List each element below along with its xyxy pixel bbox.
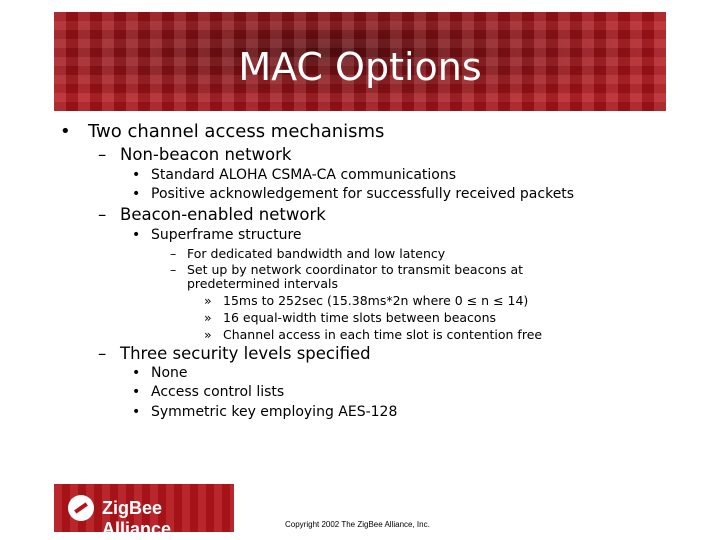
logo-text: ZigBee Alliance: [102, 498, 172, 539]
bullet-marker: »: [204, 327, 212, 342]
bullet-item: [132, 167, 456, 183]
bullet-text: Standard ALOHA CSMA-CA communications: [151, 167, 457, 183]
bullet-item: [60, 121, 384, 142]
bullet-item: [132, 384, 284, 400]
bullet-item: [98, 145, 291, 164]
bullet-item: [98, 205, 326, 224]
bullet-text: predetermined intervals: [187, 276, 338, 291]
bullet-marker: –: [170, 246, 177, 261]
bullet-marker: –: [98, 344, 107, 363]
bullet-text: 15ms to 252sec (15.38ms*2n where 0 ≤ n ≤ 14): [223, 293, 529, 308]
bullet-item: [132, 365, 188, 381]
bullet-marker: –: [98, 145, 107, 164]
bullet-text: Access control lists: [151, 384, 285, 400]
bullet-item: [132, 404, 397, 420]
zigbee-logo-icon: [68, 495, 94, 521]
bullet-marker: •: [132, 227, 141, 243]
bullet-marker: –: [170, 262, 177, 277]
bullet-text: Positive acknowledgement for successfully received packets: [151, 186, 575, 202]
bullet-item: [170, 246, 445, 261]
bullet-item: [204, 310, 496, 325]
bullet-text: 16 equal-width time slots between beacons: [223, 310, 496, 325]
copyright-notice: Copyright 2002 The ZigBee Alliance, Inc.: [285, 520, 430, 529]
bullet-text: Beacon-enabled network: [120, 205, 326, 224]
bullet-item: [132, 227, 302, 243]
bullet-marker: »: [204, 310, 212, 325]
bullet-marker: •: [132, 365, 141, 381]
bullet-marker: •: [132, 384, 141, 400]
bullet-text: Three security levels specified: [120, 344, 371, 363]
bullet-text: None: [151, 365, 188, 381]
bullet-marker: •: [132, 186, 141, 202]
bullet-text: Channel access in each time slot is contention free: [223, 327, 543, 342]
bullet-text: Two channel access mechanisms: [88, 121, 385, 142]
bullet-marker: •: [132, 167, 141, 183]
zigbee-logo: [54, 484, 234, 539]
slide-title: MAC Options: [238, 45, 482, 89]
bullet-text: For dedicated bandwidth and low latency: [187, 246, 446, 261]
bullet-text: Non-beacon network: [120, 145, 292, 164]
bullet-item: [132, 186, 574, 202]
bullet-text: Symmetric key employing AES-128: [151, 404, 398, 420]
bullet-item: [170, 262, 523, 277]
bullet-item: [204, 293, 528, 308]
bullet-text: Set up by network coordinator to transmit beacons at: [187, 262, 524, 277]
bullet-item: [204, 327, 542, 342]
bullet-marker: •: [60, 121, 71, 142]
bullet-marker: •: [132, 404, 141, 420]
bullet-marker: –: [98, 205, 107, 224]
bullet-item: [98, 344, 371, 363]
bullet-marker: »: [204, 293, 212, 308]
bullet-continuation: [187, 276, 338, 291]
bullet-text: Superframe structure: [151, 227, 302, 243]
